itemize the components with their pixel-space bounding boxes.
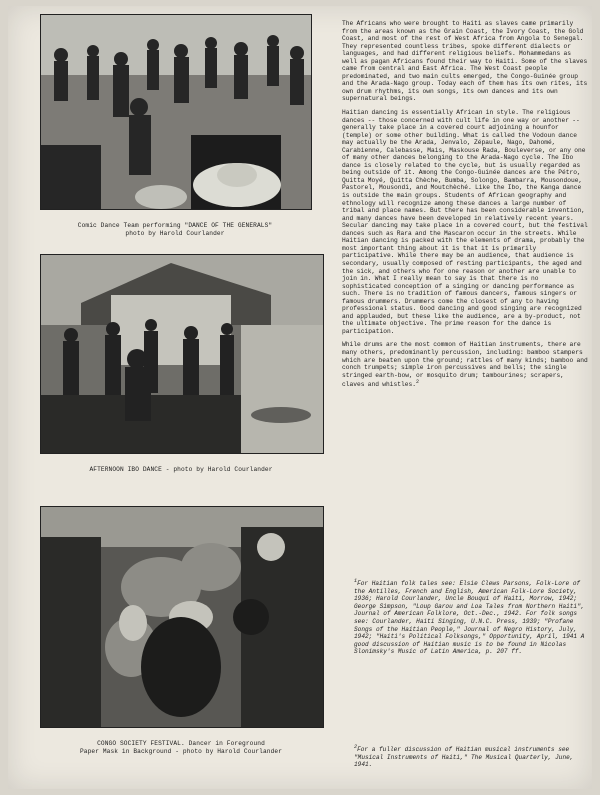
footnote-mark: 1 bbox=[354, 578, 358, 584]
photo-3-caption bbox=[40, 740, 322, 756]
photo-congo-society-festival bbox=[40, 506, 324, 728]
body-text-column bbox=[342, 20, 588, 395]
footnote-mark: 2 bbox=[354, 744, 358, 750]
body-paragraph: The Africans who were brought to Haiti as slaves came primarily from the areas known as the Grain Coast, the Ivory Coast, the Gold Coast, and most of the rest of West Africa from Angola to Senegal. They represented countless tribes, spoke different dialects or languages, and had different religious beliefs. Mohammedans as well as pagan Africans found their way to Haiti. Some of the slaves came from central and East Africa. The West Coast people predominated, and two main cults emerged, the Congo-Guinée group and the Arada-Nago group. Today each of them has its own rites, its own drum rhythms, its own songs, its own dances and its own supernatural beings. bbox=[342, 20, 588, 103]
caption-line: Paper Mask in Background - photo by Harold Courlander bbox=[79, 748, 283, 755]
footnote-1 bbox=[354, 578, 586, 656]
footnote-2 bbox=[354, 744, 586, 769]
body-paragraph-text: While drums are the most common of Haitian instruments, there are many others, predominantly percussion, including: bamboo stampers which are beaten upon the ground; rattles of many kinds; bamboo and conch trumpets; simple iron percussives and bells; the single stringed earth-bow, or mosquito drum; tambourines; scrapers, claves and whistles. bbox=[342, 341, 588, 389]
footnote-text bbox=[354, 744, 586, 769]
body-paragraph: Haitian dancing is essentially African in style. The religious dances -- those concerned with cult life in one way or another -- generally take place in a covered court adjoining a hounfor (temple) or some other building. What is called the Vodoun dance may actually be the Arada, Jenvalo, Zépaule, Nago, Dahomé, Carabienne, Calebasse, Mais, Maskouse Rada, Bouleverse, or any one of many other dances belonging to the Arada-Nago cycle. The Ibo dance is closely related to the cycle, but is usually regarded as being outside of it. Among the Congo-Guinée dances are the Pétro, Quitta Moyé, Quitta Chèche, Bumba, Solongo, Bambarra, Mousondoue, Pastorel, Mousondi, and Moutchèché. Like the Ibo, the Kanga dance is outside the main groups. Students of African geography and ethnology will recognize among these dances a large number of tribal and place names. But there has been considerable invention, and many dances have been developed in relatively recent years. Secular dancing may take place in a covered court, but the festival dances such as Rara and the Mascaron occur in the streets. While Haitian dancing is packed with the elements of drama, probably the most important thing about it is that it is primarily participative. While there may be an audience, that audience is secondary, usually composed of resting participants, the aged and the sick, and others who for one reason or another are unable to join in. What I really mean to say is that there is no sophisticated conception of a singing or dancing performance as such. There is no tradition of famous dancers, famous singers or famous drummers. Drummers come the closest of any to having professional status. Good dancing and good singing are recognized and applauded, but these like the audience, are a by-product, not the ultimate objective. The prime reason for the dance is participation. bbox=[342, 109, 588, 335]
photo-2-caption bbox=[40, 466, 322, 474]
photo-1-caption bbox=[40, 222, 310, 238]
footnote-body: For Haitian folk tales see: Elsie Clews Parsons, Folk-Lore of the Antilles, French and English, American Folk-Lore Society, 1936; Harold Courlander, Uncle Bouqui of Haiti, Morrow, 1942; George Simpson, "Loup Garou and Loa Tales from Northern Haiti", Journal of American Folklore, Oct.-Dec., 1942. For folk songs see: Courlander, Haiti Singing, U.N.C. Press, 1939; "Profane Songs of the Haitian People," Journal of Negro History, July, 1942; "Haiti's Political Folksongs," Opportunity, April, 1941 A good discussion of Haitian music is to be found in Nicolas Slonimsky's Music of Latin America, p. 207 ff. bbox=[354, 580, 585, 656]
footnote-reference: 2 bbox=[416, 379, 420, 386]
caption-line: photo by Harold Courlander bbox=[125, 230, 225, 237]
footnote-body: For a fuller discussion of Haitian musical instruments see "Musical Instruments of Haiti," The Musical Quarterly, June, 1941. bbox=[354, 746, 574, 769]
caption-line: AFTERNOON IBO DANCE - photo by Harold Courlander bbox=[89, 466, 273, 473]
caption-line: Comic Dance Team performing "DANCE OF THE GENERALS" bbox=[77, 222, 273, 229]
caption-line: CONGO SOCIETY FESTIVAL. Dancer in Foreground bbox=[97, 740, 265, 747]
document-page bbox=[8, 6, 592, 789]
photo-dance-of-the-generals bbox=[40, 14, 312, 210]
photo-afternoon-ibo-dance bbox=[40, 254, 324, 454]
body-paragraph bbox=[342, 341, 588, 388]
footnote-text bbox=[354, 578, 586, 656]
